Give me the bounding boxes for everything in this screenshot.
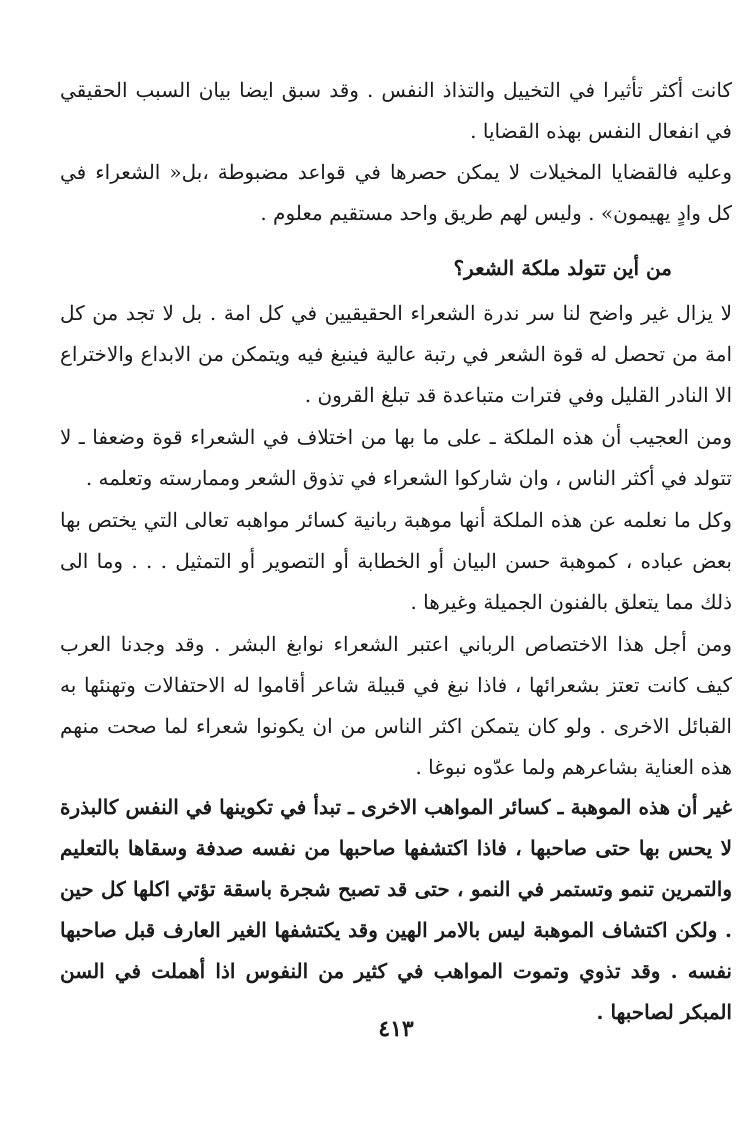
paragraph-6: ومن أجل هذا الاختصاص الرباني اعتبر الشعراء نوابغ البشر . وقد وجدنا العرب كيف كانت تعتز بشعرائها ، فاذا نبغ في قبيلة شاعر أقاموا له الاحتفالات وتهنئها به القبائل الاخرى . ولو كان يتمكن اكثر الناس من ان يكونوا شعراء لما صحت منهم هذه العناية بشاعرهم ولما عدّوه نبوغا . bbox=[60, 632, 732, 779]
page-number: ٤١٣ bbox=[378, 1016, 414, 1042]
paragraph-4: ومن العجيب أن هذه الملكة ـ على ما بها من اختلاف في الشعراء قوة وضعفا ـ لا تتولد في أكثر الناس ، وان شاركوا الشعراء في تذوق الشعر وممارسته وتعلمه . bbox=[60, 425, 732, 490]
paragraph-5: وكل ما نعلمه عن هذه الملكة أنها موهبة ربانية كسائر مواهبه تعالى التي يختص بها بعض عباده ، كموهبة حسن البيان أو الخطابة أو التصوير أو التمثيل . . . وما الى ذلك مما يتعلق بالفنون الجميلة وغيرها . bbox=[60, 508, 732, 614]
paragraph-1: كانت أكثر تأثيرا في التخييل والتذاذ النفس . وقد سبق ايضا بيان السبب الحقيقي في انفعال النفس بهذه القضايا . bbox=[60, 78, 732, 143]
book-page bbox=[60, 0, 732, 1130]
paragraph-7: غير أن هذه الموهبة ـ كسائر المواهب الاخرى ـ تبدأ في تكوينها في النفس كالبذرة لا يحس بها حتى صاحبها ، فاذا اكتشفها صاحبها من نفسه صدفة وسقاها بالتعليم والتمرين تنمو وتستمر في النمو ، حتى قد تصبح شجرة باسقة تؤتي اكلها كل حين . ولكن اكتشاف الموهبة ليس بالامر الهين وقد يكتشفها الغير العارف قبل صاحبها نفسه . وقد تذوي وتموت المواهب في كثير من النفوس اذا أهملت في السن المبكر لصاحبها . bbox=[60, 795, 732, 1024]
paragraph-2: وعليه فالقضايا المخيلات لا يمكن حصرها في قواعد مضبوطة ،بل« الشعراء في كل وادٍ يهيمون» . وليس لهم طريق واحد مستقيم معلوم . bbox=[60, 160, 732, 225]
section-heading: من أين تتولد ملكة الشعر؟ bbox=[453, 256, 672, 280]
paragraph-3: لا يزال غير واضح لنا سر ندرة الشعراء الحقيقيين في كل امة . بل لا تجد من كل امة من تحصل له قوة الشعر في رتبة عالية فينبغ فيه ويتمكن من الابداع والاختراع الا النادر القليل وفي فترات متباعدة قد تبلغ القرون . bbox=[60, 301, 733, 407]
